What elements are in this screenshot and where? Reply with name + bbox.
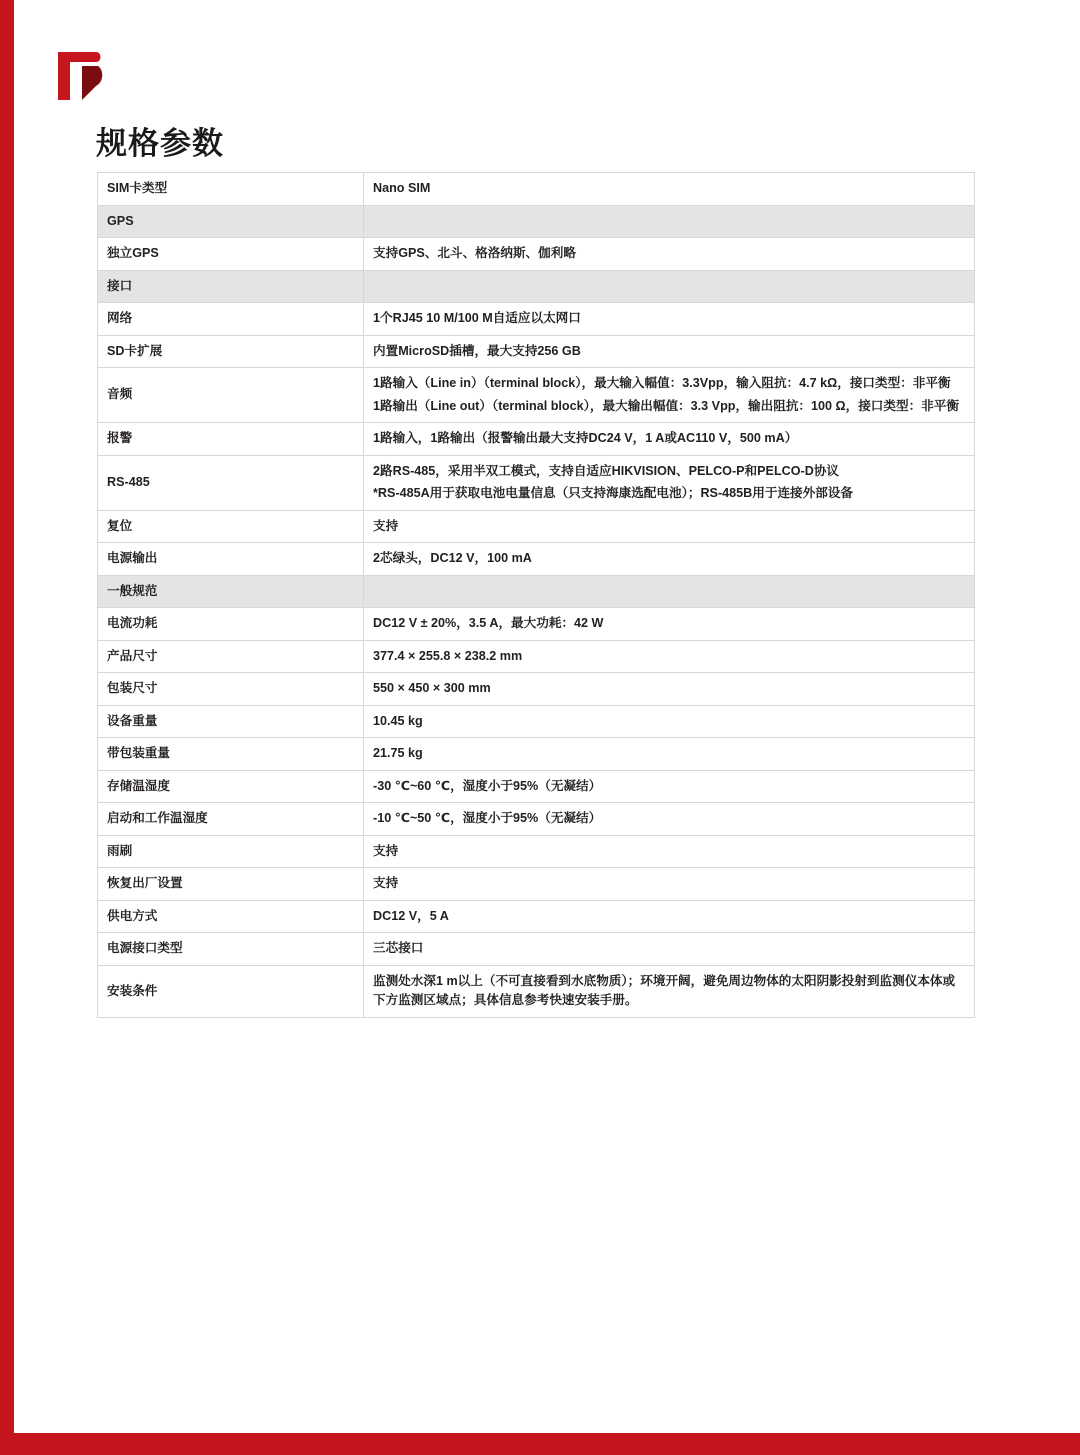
table-row xyxy=(98,835,975,868)
row-value xyxy=(364,303,975,336)
row-value xyxy=(364,543,975,576)
table-section-row xyxy=(98,270,975,303)
table-row xyxy=(98,705,975,738)
table-section-row xyxy=(98,205,975,238)
row-value-line: 1路输入，1路输出（报警输出最大支持DC24 V，1 A或AC110 V，500 mA） xyxy=(373,431,798,446)
row-value-line: 377.4 × 255.8 × 238.2 mm xyxy=(373,648,523,663)
row-value-line: 支持 xyxy=(373,518,399,533)
row-value-line: 支持 xyxy=(373,843,399,858)
row-value xyxy=(364,455,975,510)
section-spacer xyxy=(364,270,975,303)
page-title: 规格参数 xyxy=(96,126,224,161)
left-accent-bar xyxy=(0,0,14,1455)
row-value-line: 支持 xyxy=(373,876,399,891)
bottom-accent-bar xyxy=(0,1433,1080,1455)
row-value xyxy=(364,803,975,836)
row-value xyxy=(364,173,975,206)
row-label: 设备重量 xyxy=(98,705,364,738)
row-label: 音频 xyxy=(98,368,364,423)
row-value-line: -30 ℃~60 ℃，湿度小于95%（无凝结） xyxy=(373,778,602,793)
row-label: SIM卡类型 xyxy=(98,173,364,206)
table-row xyxy=(98,238,975,271)
table-row xyxy=(98,335,975,368)
table-row xyxy=(98,868,975,901)
row-value-line: 1个RJ45 10 M/100 M自适应以太网口 xyxy=(373,311,581,326)
row-value xyxy=(364,510,975,543)
row-value-line: 2路RS-485，采用半双工模式，支持自适应HIKVISION、PELCO-P和PELCO-D协议 xyxy=(373,463,840,478)
row-label: 独立GPS xyxy=(98,238,364,271)
row-value-line: DC12 V，5 A xyxy=(373,908,449,923)
section-spacer xyxy=(364,205,975,238)
table-row xyxy=(98,770,975,803)
row-value xyxy=(364,738,975,771)
row-label: 存储温湿度 xyxy=(98,770,364,803)
table-row xyxy=(98,640,975,673)
row-value-line: 21.75 kg xyxy=(373,746,423,761)
row-label: 报警 xyxy=(98,423,364,456)
row-value xyxy=(364,673,975,706)
row-value-line: Nano SIM xyxy=(373,181,431,195)
row-value-line: 2芯绿头，DC12 V，100 mA xyxy=(373,551,532,566)
table-row xyxy=(98,510,975,543)
row-label: 电流功耗 xyxy=(98,608,364,641)
section-label: GPS xyxy=(98,205,364,238)
table-row xyxy=(98,900,975,933)
row-label: 启动和工作温湿度 xyxy=(98,803,364,836)
row-label: 产品尺寸 xyxy=(98,640,364,673)
row-value xyxy=(364,770,975,803)
row-label: 供电方式 xyxy=(98,900,364,933)
table-row xyxy=(98,965,975,1017)
row-label: RS-485 xyxy=(98,455,364,510)
table-row xyxy=(98,423,975,456)
row-value-line: 三芯接口 xyxy=(373,941,424,956)
table-row xyxy=(98,738,975,771)
row-value xyxy=(364,335,975,368)
section-label: 一般规范 xyxy=(98,575,364,608)
row-value xyxy=(364,705,975,738)
row-label: 安装条件 xyxy=(98,965,364,1017)
row-value-line: 1路输出（Line out）（terminal block），最大输出幅值：3.3 Vpp，输出阻抗：100 Ω，接口类型：非平衡 xyxy=(373,398,959,413)
row-value xyxy=(364,368,975,423)
row-value xyxy=(364,900,975,933)
row-value-line: -10 ℃~50 ℃，湿度小于95%（无凝结） xyxy=(373,811,602,826)
row-value xyxy=(364,640,975,673)
row-value-line: *RS-485A用于获取电池电量信息（只支持海康选配电池）；RS-485B用于连接外部设备 xyxy=(373,486,854,501)
row-value-line: 监测处水深1 m以上（不可直接看到水底物质）；环境开阔，避免周边物体的太阳阴影投射到监测仪本体或下方监测区域点；具体信息参考快速安装手册。 xyxy=(373,973,956,1008)
row-value xyxy=(364,965,975,1017)
row-label: 复位 xyxy=(98,510,364,543)
specifications-table-body xyxy=(98,173,975,1018)
hikvision-h-logo xyxy=(52,48,108,104)
row-label: 恢复出厂设置 xyxy=(98,868,364,901)
row-label: 电源输出 xyxy=(98,543,364,576)
row-value-line: 550 × 450 × 300 mm xyxy=(373,681,491,696)
row-value-line: 支持GPS、北斗、格洛纳斯、伽利略 xyxy=(373,246,576,261)
row-label: 雨刷 xyxy=(98,835,364,868)
row-label: 网络 xyxy=(98,303,364,336)
row-value-line: 10.45 kg xyxy=(373,713,423,728)
table-row xyxy=(98,803,975,836)
row-value xyxy=(364,238,975,271)
row-value-line: 1路输入（Line in）（terminal block），最大输入幅值：3.3Vpp，输入阻抗：4.7 kΩ，接口类型：非平衡 xyxy=(373,376,951,391)
row-value xyxy=(364,423,975,456)
section-label: 接口 xyxy=(98,270,364,303)
specifications-table xyxy=(97,172,975,1018)
row-value xyxy=(364,608,975,641)
table-row xyxy=(98,673,975,706)
table-row xyxy=(98,173,975,206)
row-value xyxy=(364,868,975,901)
row-label: 包装尺寸 xyxy=(98,673,364,706)
row-value xyxy=(364,835,975,868)
row-label: 带包装重量 xyxy=(98,738,364,771)
table-row xyxy=(98,543,975,576)
row-value xyxy=(364,933,975,966)
table-row xyxy=(98,608,975,641)
table-row xyxy=(98,933,975,966)
table-row xyxy=(98,303,975,336)
table-section-row xyxy=(98,575,975,608)
row-label: SD卡扩展 xyxy=(98,335,364,368)
table-row xyxy=(98,368,975,423)
section-spacer xyxy=(364,575,975,608)
table-row xyxy=(98,455,975,510)
row-value-line: DC12 V ± 20%，3.5 A，最大功耗：42 W xyxy=(373,616,604,631)
row-label: 电源接口类型 xyxy=(98,933,364,966)
row-value-line: 内置MicroSD插槽，最大支持256 GB xyxy=(373,343,581,358)
